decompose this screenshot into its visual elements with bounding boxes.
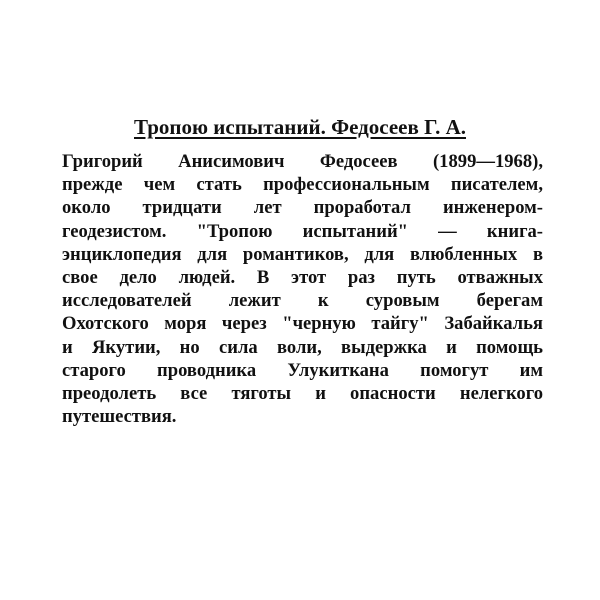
description-line: Григорий Анисимович Федосеев (1899—1968), <box>62 151 543 172</box>
book-title <box>0 114 600 140</box>
description-line: свое дело людей. В этот раз путь отважных <box>62 266 543 288</box>
description-line: путешествия. <box>62 406 177 428</box>
description-line: преодолеть все тяготы и опасности нелегкого <box>62 382 543 404</box>
description-line: Охотского моря через "черную тайгу" Забайкалья <box>62 313 543 335</box>
description-line: прежде чем стать профессиональным писателем, <box>62 174 543 196</box>
description-line: старого проводника Улукиткана помогут им <box>62 359 543 381</box>
book-title-text: Тропою испытаний. Федосеев Г. А. <box>134 115 466 139</box>
description-line: и Якутии, но сила воли, выдержка и помощь <box>62 336 543 358</box>
description-line: около тридцати лет проработал инженером- <box>62 197 543 219</box>
description-line: исследователей лежит к суровым берегам <box>62 290 543 312</box>
description-line: энциклопедия для романтиков, для влюбленных в <box>62 243 543 265</box>
book-description <box>62 150 543 428</box>
description-line: геодезистом. "Тропою испытаний" — книга- <box>62 220 543 242</box>
